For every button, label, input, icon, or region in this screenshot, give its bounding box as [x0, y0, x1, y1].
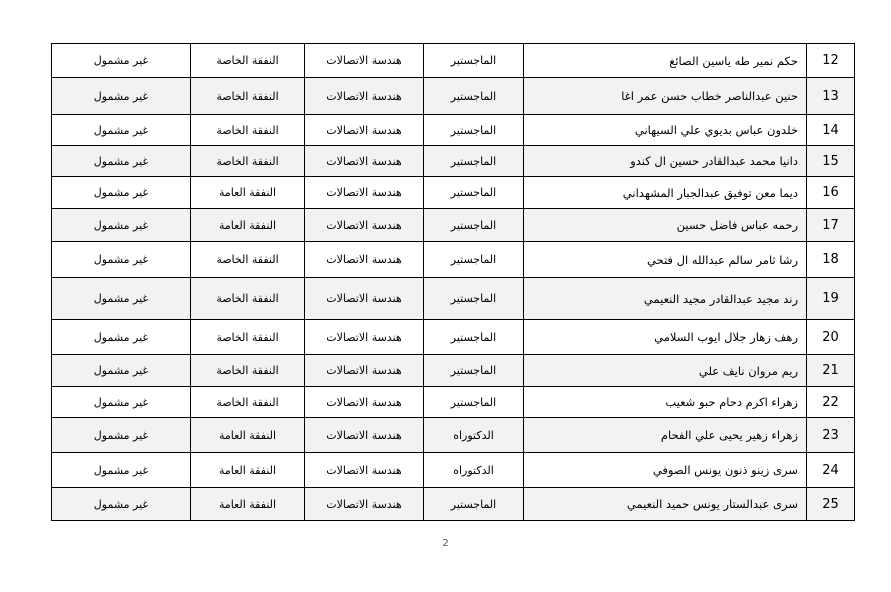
table-row: [52, 278, 855, 320]
department: هندسة الاتصالات: [305, 320, 424, 355]
department: هندسة الاتصالات: [305, 418, 424, 453]
status: غير مشمول: [52, 320, 191, 355]
degree: الماجستير: [424, 278, 524, 320]
students-table-container: [51, 43, 854, 521]
funding-type: النفقة الخاصة: [191, 320, 305, 355]
student-name: رشا ثامر سالم عبدالله ال فتحي: [524, 242, 807, 278]
status: غير مشمول: [52, 146, 191, 177]
degree: الماجستير: [424, 242, 524, 278]
status: غير مشمول: [52, 453, 191, 488]
degree: الماجستير: [424, 355, 524, 387]
degree: الماجستير: [424, 44, 524, 78]
degree: الماجستير: [424, 387, 524, 418]
funding-type: النفقة الخاصة: [191, 78, 305, 115]
student-name: ريم مروان نايف علي: [524, 355, 807, 387]
department: هندسة الاتصالات: [305, 146, 424, 177]
table-row: [52, 115, 855, 146]
department: هندسة الاتصالات: [305, 488, 424, 521]
funding-type: النفقة العامة: [191, 453, 305, 488]
department: هندسة الاتصالات: [305, 453, 424, 488]
status: غير مشمول: [52, 177, 191, 209]
student-name: رهف زهار جلال ايوب السلامي: [524, 320, 807, 355]
row-number: 12: [807, 44, 855, 78]
page-number: 2: [442, 538, 449, 549]
row-number: 15: [807, 146, 855, 177]
row-number: 21: [807, 355, 855, 387]
department: هندسة الاتصالات: [305, 78, 424, 115]
department: هندسة الاتصالات: [305, 242, 424, 278]
row-number: 23: [807, 418, 855, 453]
department: هندسة الاتصالات: [305, 177, 424, 209]
status: غير مشمول: [52, 418, 191, 453]
funding-type: النفقة العامة: [191, 488, 305, 521]
funding-type: النفقة الخاصة: [191, 387, 305, 418]
funding-type: النفقة الخاصة: [191, 242, 305, 278]
table-row: [52, 78, 855, 115]
status: غير مشمول: [52, 209, 191, 242]
student-name: زهراء زهير يحيى علي الفحام: [524, 418, 807, 453]
student-name: دانيا محمد عبدالقادر حسين ال كندو: [524, 146, 807, 177]
table-row: [52, 355, 855, 387]
degree: الماجستير: [424, 78, 524, 115]
row-number: 14: [807, 115, 855, 146]
table-row: [52, 209, 855, 242]
status: غير مشمول: [52, 78, 191, 115]
status: غير مشمول: [52, 355, 191, 387]
student-name: حكم نمير طه ياسين الصائغ: [524, 44, 807, 78]
table-row: [52, 146, 855, 177]
row-number: 17: [807, 209, 855, 242]
students-table: [51, 43, 855, 521]
degree: الدكتوراه: [424, 418, 524, 453]
table-row: [52, 453, 855, 488]
funding-type: النفقة العامة: [191, 177, 305, 209]
row-number: 16: [807, 177, 855, 209]
degree: الماجستير: [424, 115, 524, 146]
student-name: خلدون عباس بديوي علي السيهاني: [524, 115, 807, 146]
status: غير مشمول: [52, 488, 191, 521]
department: هندسة الاتصالات: [305, 209, 424, 242]
department: هندسة الاتصالات: [305, 387, 424, 418]
funding-type: النفقة الخاصة: [191, 355, 305, 387]
row-number: 22: [807, 387, 855, 418]
row-number: 25: [807, 488, 855, 521]
status: غير مشمول: [52, 278, 191, 320]
degree: الماجستير: [424, 209, 524, 242]
department: هندسة الاتصالات: [305, 115, 424, 146]
table-row: [52, 488, 855, 521]
table-row: [52, 418, 855, 453]
funding-type: النفقة الخاصة: [191, 146, 305, 177]
table-row: [52, 177, 855, 209]
status: غير مشمول: [52, 44, 191, 78]
student-name: زهراء اكرم دحام حبو شعيب: [524, 387, 807, 418]
funding-type: النفقة العامة: [191, 209, 305, 242]
degree: الدكتوراه: [424, 453, 524, 488]
department: هندسة الاتصالات: [305, 44, 424, 78]
student-name: سرى زينو ذنون يونس الصوفي: [524, 453, 807, 488]
table-row: [52, 44, 855, 78]
table-body: [52, 44, 855, 521]
degree: الماجستير: [424, 177, 524, 209]
table-row: [52, 387, 855, 418]
table-row: [52, 242, 855, 278]
row-number: 19: [807, 278, 855, 320]
funding-type: النفقة الخاصة: [191, 44, 305, 78]
status: غير مشمول: [52, 242, 191, 278]
funding-type: النفقة العامة: [191, 418, 305, 453]
row-number: 13: [807, 78, 855, 115]
status: غير مشمول: [52, 115, 191, 146]
funding-type: النفقة الخاصة: [191, 115, 305, 146]
row-number: 24: [807, 453, 855, 488]
row-number: 20: [807, 320, 855, 355]
student-name: حنين عبدالناصر خطاب حسن عمر اغا: [524, 78, 807, 115]
degree: الماجستير: [424, 320, 524, 355]
student-name: سرى عبدالستار يونس حميد النعيمي: [524, 488, 807, 521]
table-row: [52, 320, 855, 355]
degree: الماجستير: [424, 146, 524, 177]
department: هندسة الاتصالات: [305, 355, 424, 387]
student-name: رند مجيد عبدالقادر مجيد النعيمي: [524, 278, 807, 320]
row-number: 18: [807, 242, 855, 278]
degree: الماجستير: [424, 488, 524, 521]
funding-type: النفقة الخاصة: [191, 278, 305, 320]
department: هندسة الاتصالات: [305, 278, 424, 320]
student-name: رحمه عباس فاضل حسين: [524, 209, 807, 242]
student-name: ديما معن توفيق عبدالجبار المشهداني: [524, 177, 807, 209]
status: غير مشمول: [52, 387, 191, 418]
